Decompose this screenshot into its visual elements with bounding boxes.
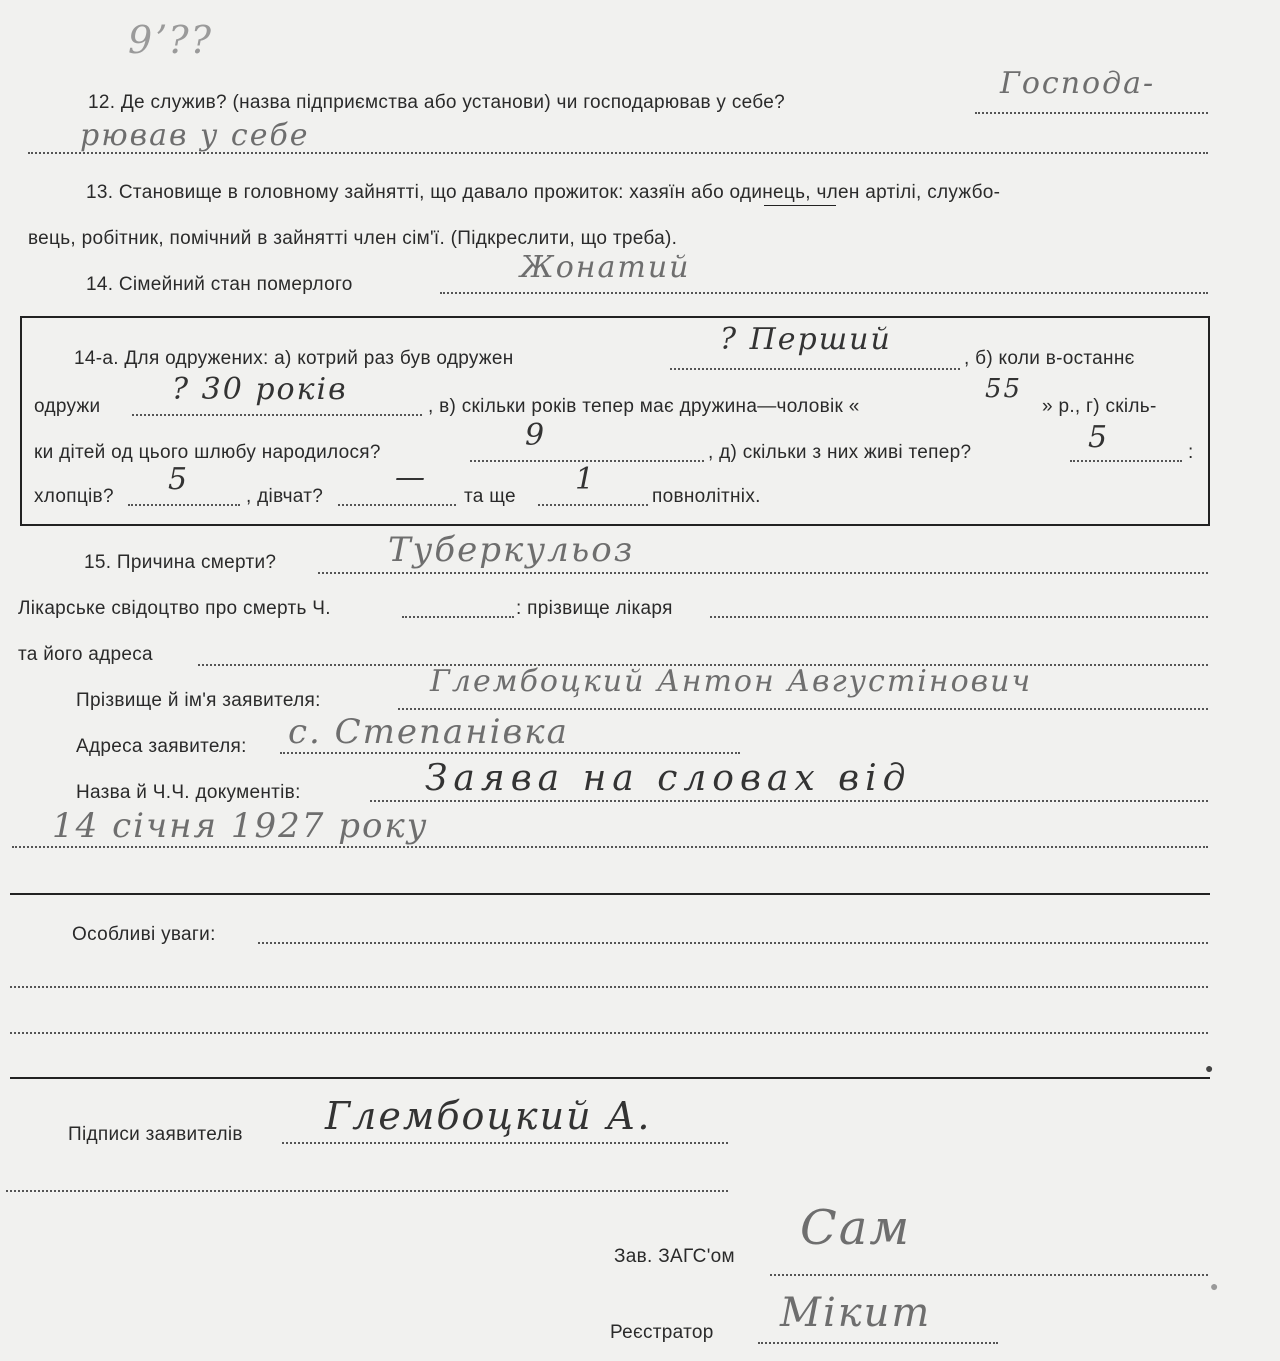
- documents-line-2: [12, 846, 1208, 848]
- signatures-label: Підписи заявителів: [68, 1124, 243, 1145]
- q14a-label-3b: , д) скільки з них живі тепер?: [708, 442, 972, 463]
- registrar-signature: Мікит: [780, 1290, 932, 1336]
- q14a-d-answer: 9: [525, 418, 547, 453]
- signatures-line-1: [282, 1142, 728, 1144]
- punch-mark: ●: [1205, 1060, 1214, 1076]
- q12-answer-1: Господа-: [1000, 66, 1156, 101]
- q15-label: 15. Причина смерти?: [84, 552, 277, 573]
- doctor-address-label: та його адреса: [18, 644, 153, 665]
- q14a-label-4: хлопців?: [34, 486, 114, 507]
- documents-answer-2: 14 січня 1927 року: [52, 806, 429, 846]
- applicant-signature: Глембоцкий А.: [325, 1094, 652, 1138]
- q14a-label-1b: , б) коли в-останнє: [964, 348, 1135, 369]
- section-divider-1: [10, 893, 1210, 895]
- q14a-label-2: одружи: [34, 396, 101, 417]
- punch-mark: ●: [1210, 1278, 1219, 1294]
- signatures-line-2: [6, 1190, 728, 1192]
- q14a-girls-line: [338, 504, 456, 506]
- q14-answer: Жонатий: [520, 250, 691, 285]
- applicant-address-line: [280, 752, 740, 754]
- q15-answer-line: [318, 572, 1208, 574]
- q14a-boys-answer: 5: [168, 462, 190, 497]
- notes-line-2: [10, 986, 1208, 988]
- q14-answer-line: [440, 292, 1208, 294]
- q14a-e-answer: 5: [1088, 420, 1110, 455]
- q14a-label-4b: , дівчат?: [246, 486, 324, 507]
- q14a-a-line: [670, 368, 960, 370]
- q15-answer: Туберкульоз: [388, 530, 635, 570]
- q14a-c-answer: 55: [985, 374, 1023, 404]
- medical-number-line: [402, 616, 514, 618]
- zags-head-label: Зав. ЗАГС'ом: [614, 1246, 735, 1267]
- q14a-b-line: [132, 414, 422, 416]
- q14a-e-line: [1070, 460, 1182, 462]
- corner-note: 9ʼ??: [128, 18, 214, 62]
- applicant-name-label: Прізвище й ім'я заявителя:: [76, 690, 321, 711]
- q14a-b-answer: ? 30 років: [172, 372, 348, 407]
- registrar-line: [758, 1342, 998, 1344]
- q14a-adults-answer: 1: [575, 462, 597, 497]
- notes-line-3: [10, 1032, 1208, 1034]
- applicant-address-label: Адреса заявителя:: [76, 736, 247, 757]
- q12-answer-2: рював у себе: [80, 118, 310, 153]
- applicant-name-line: [398, 708, 1208, 710]
- doctor-line: [710, 616, 1208, 618]
- q14a-adults-line: [538, 504, 648, 506]
- q14a-label-2c: » р., г) скіль-: [1042, 396, 1157, 417]
- q13-underline: [764, 205, 836, 206]
- registrar-label: Реєстратор: [610, 1322, 714, 1343]
- notes-line-1: [258, 942, 1208, 944]
- applicant-address-answer: с. Степанівка: [288, 712, 569, 752]
- q14-label: 14. Сімейний стан померлого: [86, 274, 353, 295]
- zags-head-line: [770, 1274, 1208, 1276]
- applicant-name-answer: Глембоцкий Антон Августінович: [430, 664, 1033, 699]
- medical-label: Лікарське свідоцтво про смерть Ч.: [18, 598, 331, 619]
- q14a-label-4c: та ще: [464, 486, 516, 507]
- zags-head-signature: Сам: [800, 1200, 912, 1256]
- q14a-boys-line: [128, 504, 240, 506]
- q14a-label-1: 14-а. Для одружених: а) котрий раз був одружен: [74, 348, 514, 369]
- section-divider-2: [10, 1077, 1210, 1079]
- q13-line-2: вець, робітник, помічний в зайнятті член сім'ї. (Підкреслити, що треба).: [28, 228, 678, 249]
- notes-label: Особливі уваги:: [72, 924, 216, 945]
- q12-label: 12. Де служив? (назва підприємства або установи) чи господарював у себе?: [88, 92, 785, 113]
- q14a-label-2b: , в) скільки років тепер має дружина—чоловік «: [428, 396, 860, 417]
- documents-answer-1: Заява на словах від: [425, 758, 912, 799]
- doctor-label: : прізвище лікаря: [516, 598, 673, 619]
- documents-line-1: [370, 800, 1208, 802]
- q14a-girls-answer: —: [395, 460, 427, 495]
- q14a-label-3c: :: [1188, 442, 1194, 463]
- documents-label: Назва й Ч.Ч. документів:: [76, 782, 301, 803]
- q14a-a-answer: ? Перший: [720, 322, 892, 357]
- q12-answer-line-1: [975, 112, 1208, 114]
- q14a-label-4d: повнолітніх.: [652, 486, 761, 507]
- q14a-label-3: ки дітей од цього шлюбу народилося?: [34, 442, 381, 463]
- q13-line-1: 13. Становище в головному зайнятті, що давало прожиток: хазяїн або одинець, член артілі, службо-: [86, 182, 1001, 203]
